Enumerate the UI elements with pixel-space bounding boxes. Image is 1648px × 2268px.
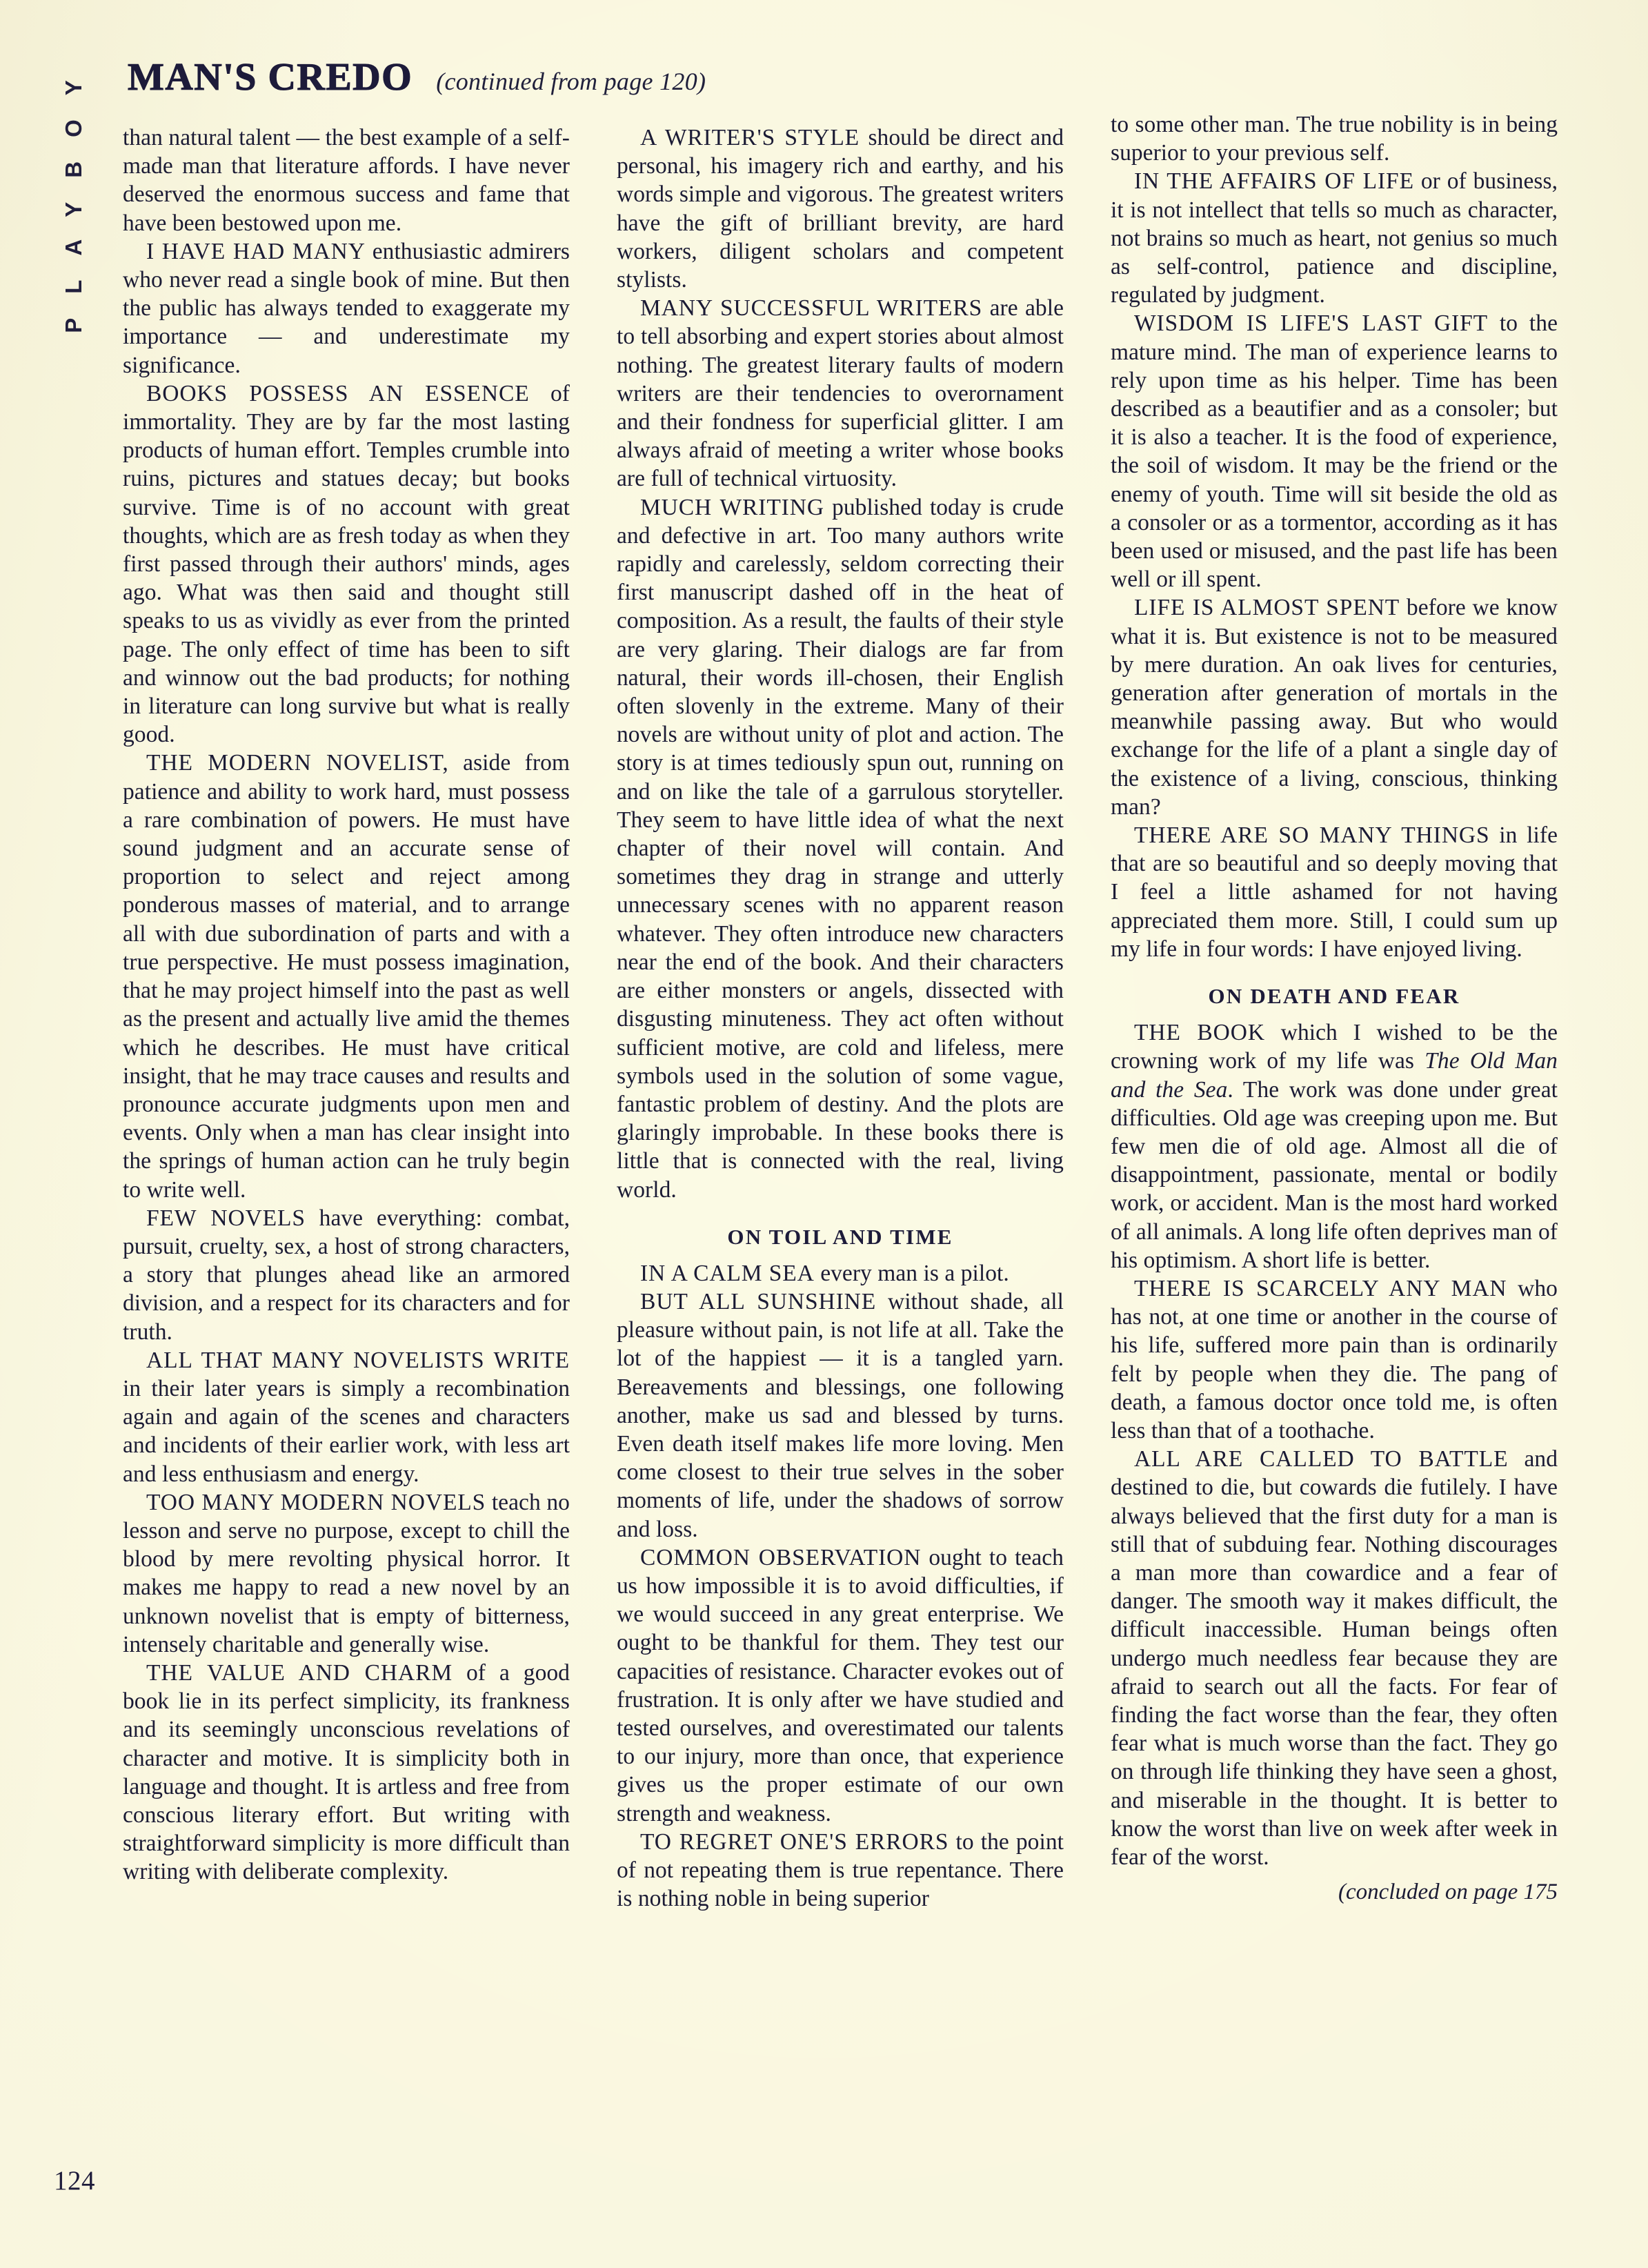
paragraph-lead-in: THE MODERN NOVELIST, <box>146 750 449 776</box>
vertical-masthead-playboy <box>54 56 94 333</box>
paragraph: COMMON OBSERVATION ought to teach us how impossible it is to avoid difficulties, if we would succeed in any great enterprise. We ought to be thankful for them. They test our capacities of resistance. Character evokes out of frustration. It is only after we have studied and tested ourselves, and overestimated our talents to our injury, more than once, that experience gives us the proper estimate of our own strength and weakness. <box>617 1544 1064 1826</box>
article-header <box>128 55 706 99</box>
paragraph: WISDOM IS LIFE'S LAST GIFT to the mature mind. The man of experience learns to rely upon time as his helper. Time has been described as a beautifier and as a consoler; but it is also a teacher. It is the food of experience, the soil of wisdom. It may be the friend or the enemy of youth. Time will sit beside the old as a consoler or as a tormentor, according as it has been used or misused, and the past life has been well or ill spent. <box>1111 310 1558 593</box>
paragraph: A WRITER'S STYLE should be direct and personal, his imagery rich and earthy, and his words simple and vigorous. The greatest writers have the gift of brilliant brevity, are hard workers, diligent scholars and competent stylists. <box>617 125 1064 293</box>
paragraph-lead-in: MUCH WRITING <box>640 494 824 520</box>
column-middle <box>617 110 1064 1913</box>
paragraph: THE VALUE AND CHARM of a good book lie in its perfect simplicity, its frankness and its seemingly unconscious revelations of character and motive. It is simplicity both in language and thought. It is artless and free from conscious literary effort. But writing with straightforward simplicity is more difficult than writing with deliberate complexity. <box>123 1659 570 1885</box>
paragraph-lead-in: BOOKS POSSESS AN ESSENCE <box>146 380 530 406</box>
paragraph: MANY SUCCESSFUL WRITERS are able to tell absorbing and expert stories about almost nothing. The greatest literary faults of modern writers are their tendencies to overornament and their fondness for superficial glitter. I am always afraid of meeting a writer whose books are full of technical virtuosity. <box>617 295 1064 492</box>
paragraph-lead-in: A WRITER'S STYLE <box>640 125 860 150</box>
paragraph: MUCH WRITING published today is crude and defective in art. Too many authors write rapidly and carelessly, seldom correcting their first manuscript dashed off in the heat of composition. As a result, the faults of their style are very glaring. Their dialogs are far from natural, their words ill-chosen, their English often slovenly in the extreme. Many of their novels are without unity of plot and action. The story is at times tediously spun out, running on and on like the tale of a garrulous storyteller. They seem to have little idea of what the next chapter of their novel will contain. And sometimes they drag in strange and utterly unnecessary scenes with no apparent reason whatever. They often introduce new characters near the end of the book. And their characters are either monsters or angels, dissected with disgusting minuteness. They act often without sufficient motive, are cold and lifeless, mere symbols used in the solution of some vague, fantastic problem of destiny. And the plots are glaringly improbable. In these books there is little that is connected with the real, living world. <box>617 494 1064 1203</box>
paragraph-lead-in: IN A CALM SEA <box>640 1260 815 1286</box>
page-title: MAN'S CREDO <box>128 56 413 99</box>
paragraph-lead-in: THE VALUE AND CHARM <box>146 1659 453 1686</box>
paragraph-lead-in: IN THE AFFAIRS OF LIFE <box>1134 168 1414 195</box>
paragraph: TO REGRET ONE'S ERRORS to the point of not repeating them is true repentance. There is nothing noble in being superior <box>617 1828 1064 1912</box>
paragraph: THE BOOK which I wished to be the crowning work of my life was The Old Man and the Sea. The work was done under great difficulties. Old age was creeping upon me. But few men die of old age. Almost all die of disappointment, passionate, mental or bodily work, or accident. Man is the most hard worked of all animals. A long life often deprives man of his optimism. A short life is better. <box>1111 1020 1558 1273</box>
paragraph-lead-in: THERE IS SCARCELY ANY MAN <box>1134 1275 1507 1301</box>
paragraph: BOOKS POSSESS AN ESSENCE of immortality. They are by far the most lasting products of human effort. Temples crumble into ruins, pictures and statues decay; but books survive. Time is of no account with great thoughts, which are as fresh today as when they first passed through their authors' minds, ages ago. What was then said and thought still speaks to us as vividly as ever from the printed page. The only effect of time has been to sift and winnow out the bad products; for nothing in literature can long survive but what is really good. <box>123 380 570 748</box>
page-number: 124 <box>54 2166 95 2196</box>
paragraph-lead-in: TOO MANY MODERN NOVELS <box>146 1489 486 1515</box>
paragraph: THERE IS SCARCELY ANY MAN who has not, at one time or another in the course of his life, suffered more pain than is ordinarily felt by people when they die. The pang of death, a famous doctor once told me, is often less than that of a toothache. <box>1111 1275 1558 1443</box>
paragraph-lead-in: ALL THAT MANY NOVELISTS WRITE <box>146 1347 570 1373</box>
paragraph-lead-in: TO REGRET ONE'S ERRORS <box>640 1828 949 1855</box>
paragraph-lead-in: WISDOM IS LIFE'S LAST GIFT <box>1134 310 1489 337</box>
paragraph: THERE ARE SO MANY THINGS in life that are so beautiful and so deeply moving that I feel a little ashamed for not having appreciated them more. Still, I could sum up my life in four words: I have enjoyed living. <box>1111 822 1558 962</box>
paragraph: THE MODERN NOVELIST, aside from patience and ability to work hard, must possess a rare combination of powers. He must have sound judgment and an accurate sense of proportion to select and reject among ponderous masses of material, and to arrange all with due subordination of parts and with a true perspective. He must possess imagination, that he may project himself into the past as well as the present and actually live amid the themes which he describes. He must have critical insight, that he may trace causes and results and pronounce accurate judgments upon men and events. Only when a man has clear insight into the springs of human action can he truly begin to write well. <box>123 750 570 1203</box>
paragraph-lead-in: COMMON OBSERVATION <box>640 1544 922 1570</box>
paragraph-lead-in: BUT ALL SUNSHINE <box>640 1288 877 1314</box>
paragraph-lead-in: THERE ARE SO MANY THINGS <box>1134 822 1490 849</box>
vertical-masthead-text: PLAYBOY <box>61 56 86 333</box>
paragraph: IN A CALM SEA every man is a pilot. <box>640 1260 1009 1286</box>
paragraph-lead-in: LIFE IS ALMOST SPENT <box>1134 595 1400 621</box>
column-left <box>123 110 570 1886</box>
column-right <box>1111 110 1558 1905</box>
paragraph: FEW NOVELS have everything: combat, pursuit, cruelty, sex, a host of strong characters, a story that plunges ahead like an armored division, and a respect for its characters and for truth. <box>123 1205 570 1345</box>
paragraph-lead-in: THE BOOK <box>1134 1020 1265 1046</box>
paragraph: IN THE AFFAIRS OF LIFE or of business, it is not intellect that tells so much as character, not brains so much as heart, not genius so much as self-control, patience and discipline, regulated by judgment. <box>1111 168 1558 308</box>
continued-from-label: (continued from page 120) <box>436 68 706 95</box>
paragraph-lead-in: FEW NOVELS <box>146 1205 306 1231</box>
paragraph: ALL THAT MANY NOVELISTS WRITE in their later years is simply a recombination again and again of the scenes and characters and incidents of their earlier work, with less art and less enthusiasm and energy. <box>123 1347 570 1487</box>
paragraph: BUT ALL SUNSHINE without shade, all pleasure without pain, is not life at all. Take the lot of the happiest — it is a tangled yarn. Bereavements and blessings, one following another, make us sad and blessed by turns. Even death itself makes life more loving. Men come closest to their true selves in the sober moments of life, under the shadows of sorrow and loss. <box>617 1288 1064 1542</box>
paragraph: than natural talent — the best example of a self-made man that literature affords. I have never deserved the enormous success and fame that have been bestowed upon me. <box>123 125 570 236</box>
paragraph: LIFE IS ALMOST SPENT before we know what it is. But existence is not to be measured by mere duration. An oak lives for centuries, generation after generation of mortals in the meanwhile passing away. But who would exchange for the life of a plant a single day of the existence of a living, conscious, thinking man? <box>1111 595 1558 820</box>
paragraph-lead-in: I HAVE HAD MANY <box>146 238 366 264</box>
book-title: The Old Man and the Sea <box>1111 1048 1558 1103</box>
article-body <box>123 110 1558 2187</box>
paragraph-lead-in: MANY SUCCESSFUL WRITERS <box>640 295 983 322</box>
paragraph-lead-in: ALL ARE CALLED TO BATTLE <box>1134 1446 1509 1472</box>
section-head-on-death-and-fear: ON DEATH AND FEAR <box>1208 984 1460 1009</box>
paragraph: I HAVE HAD MANY enthusiastic admirers who never read a single book of mine. But then the public has always tended to exaggerate my importance — and underestimate my significance. <box>123 238 570 378</box>
paragraph: TOO MANY MODERN NOVELS teach no lesson and serve no purpose, except to chill the blood by mere revolting physical horror. It makes me happy to read a new novel by an unknown novelist that is empty of bitterness, intensely charitable and generally wise. <box>123 1489 570 1657</box>
concluded-on-label: (concluded on page 175 <box>1338 1880 1558 1905</box>
paragraph: to some other man. The true nobility is in being superior to your previous self. <box>1111 112 1558 166</box>
section-head-on-toil-and-time: ON TOIL AND TIME <box>727 1224 953 1249</box>
paragraph: ALL ARE CALLED TO BATTLE and destined to die, but cowards die futilely. I have always believed that the first duty for a man is still that of subduing fear. Nothing discourages a man more than cowardice and a fear of danger. The smooth way it makes difficult, the difficult inaccessible. Human beings often undergo much needless fear because they are afraid to search out all the facts. For fear of finding the fact worse than the fear, they often fear what is much worse than the fact. They go on through life thinking they have seen a ghost, and miserable in the thought. It is better to know the worst than live on week after week in fear of the worst. <box>1111 1446 1558 1870</box>
